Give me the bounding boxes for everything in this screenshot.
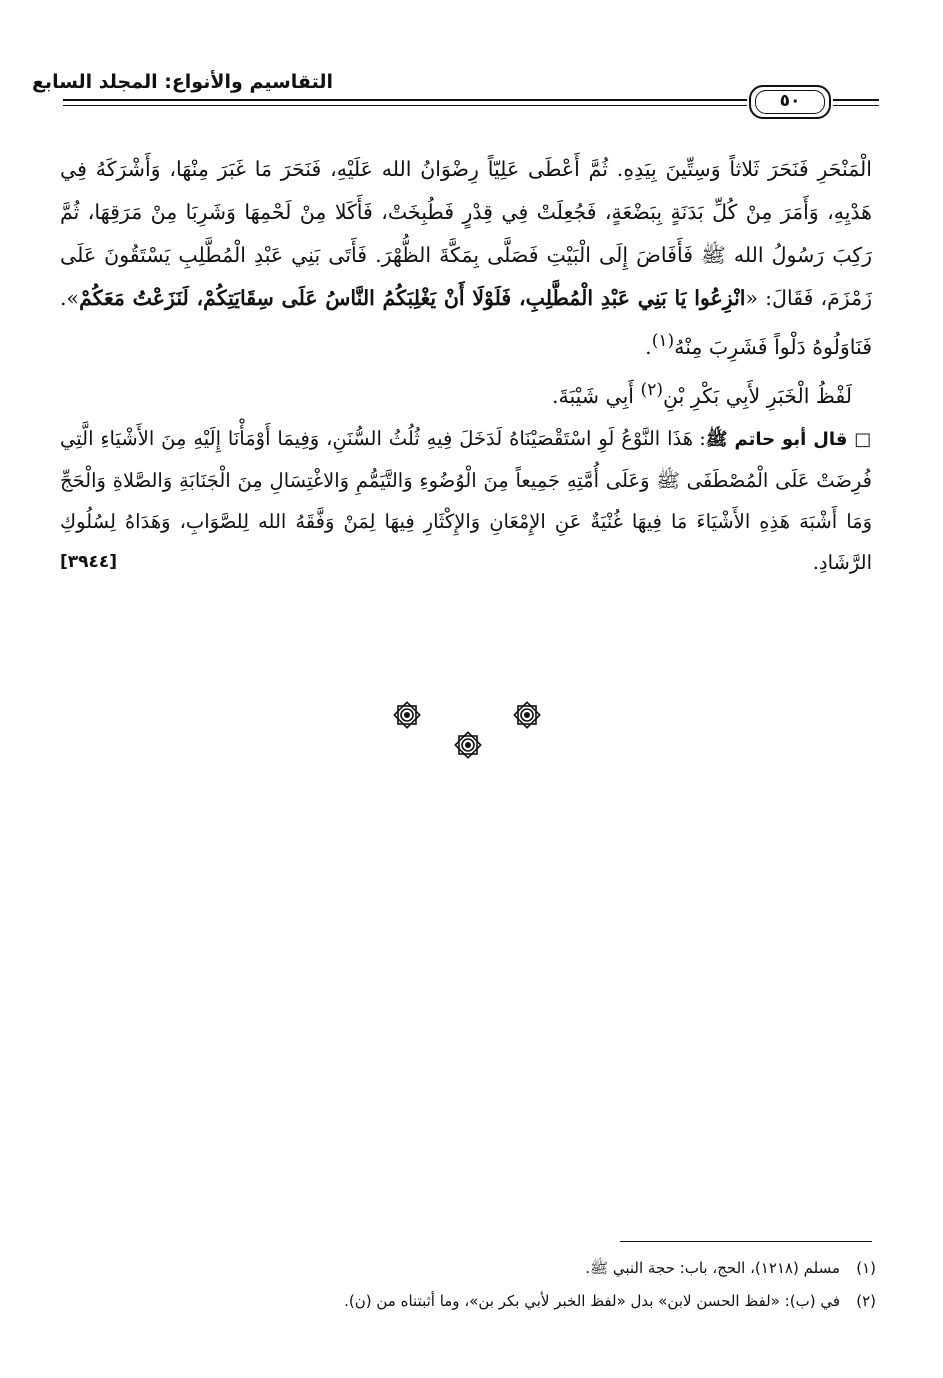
hadith-text-part2: ». فَنَاوَلُوهُ دَلْواً فَشَرِبَ مِنْهُ [60,286,872,359]
footnotes [60,1252,876,1318]
footnote-ref-1: (١) [651,331,675,351]
footnote-number: (٢) [856,1292,876,1310]
main-text [60,148,872,583]
footnote-text: في (ب): «لفظ الحسن لابن» بدل «لفظ الخبر لأبي بكر بن»، وما أثبتناه من (ن). [344,1292,840,1310]
hadith-text-end: . [645,334,652,359]
hadith-number: [٣٩٤٤] [60,551,118,572]
rosette-ornament-icon [453,730,483,760]
rosette-ornament-icon [392,700,422,730]
commentary-text: : هَذَا النَّوْعُ لَوِ اسْتَقْصَيْنَاهُ لَدَخَلَ فِيهِ ثُلُثُ السُّنَنِ، وَفِيمَا أَوْمَأْنَا إِلَيْهِ مِنَ الأَشْيَاءِ الَّتِي فُرِضَتْ عَلَى الْمُصْطَفَى ﷺ وَعَلَى أُمَّتِهِ جَمِيعاً مِنَ الْوُضُوءِ وَالتَّيَمُّمِ وَالاغْتِسَالِ مِنَ الْجَنَابَةِ وَالصَّلاةِ وَالْحَجِّ وَمَا أَشْبَهَ هَذِهِ الأَشْيَاءَ مَا فِيهَا غُنْيَةٌ عَنِ الإِمْعَانِ وَالإِكْثَارِ فِيهَا لِمَنْ وَفَّقَهُ الله لِلصَّوَابِ، وَهَدَاهُ لِسُلُوكِ الرَّشَادِ. [60,426,872,574]
rosette-ornament-icon [512,700,542,730]
commentary-author: قال أبو حاتم ﷺ [705,428,848,450]
footnote-separator [620,1241,872,1242]
page-number-frame [749,85,831,119]
page-header [31,60,879,130]
square-bullet-icon: □ [854,428,872,450]
prophet-quote: انْزِعُوا يَا بَنِي عَبْدِ الْمُطَّلِبِ، فَلَوْلَا أَنْ يَغْلِبَكُمُ النَّاسُ عَلَى سِقَايَتِكُمْ، لَنَزَعْتُ مَعَكُمْ [79,286,746,310]
header-rule-thick-right [833,99,879,101]
page-number: ٥٠ [779,91,801,111]
hadith-paragraph [60,148,872,369]
commentary-paragraph [60,418,872,583]
wording-text-part2: أَبِي شَيْبَةَ. [551,383,641,408]
footnote-text: مسلم (١٢١٨)، الحج، باب: حجة النبي ﷺ. [585,1259,840,1277]
footnote-2 [60,1285,876,1318]
header-rule-thin-right [833,105,879,106]
footnote-1 [60,1252,876,1285]
running-head-title: التقاسيم والأنواع: المجلد السابع [31,71,333,93]
header-rule-thick [63,99,747,101]
header-rule-thin [63,105,747,106]
wording-paragraph [60,369,872,418]
footnote-ref-2: (٢) [640,379,664,400]
hadith-text-part1: الْمَنْحَرِ فَنَحَرَ ثَلاثاً وَسِتِّينَ بِيَدِهِ. ثُمَّ أَعْطَى عَلِيّاً رِضْوَانُ الله عَلَيْهِ، فَنَحَرَ مَا غَبَرَ مِنْهَا، وَأَشْرَكَهُ فِي هَدْيِهِ، وَأَمَرَ مِنْ كُلِّ بَدَنَةٍ بِبَضْعَةٍ، فَجُعِلَتْ فِي قِدْرٍ فَطُبِخَتْ، فَأَكَلا مِنْ لَحْمِهَا وَشَرِبَا مِنْ مَرَقِهَا، ثُمَّ رَكِبَ رَسُولُ الله ﷺ فَأَفَاضَ إِلَى الْبَيْتِ فَصَلَّى بِمَكَّةَ الظُّهْرَ. فَأَتَى بَنِي عَبْدِ الْمُطَّلِبِ يَسْتَقُونَ عَلَى زَمْزَمَ، فَقَالَ: « [60,157,872,310]
wording-text-part1: لَفْظُ الْخَبَرِ لأَبِي بَكْرِ بْنِ [663,383,852,408]
footnote-number: (١) [856,1259,876,1277]
